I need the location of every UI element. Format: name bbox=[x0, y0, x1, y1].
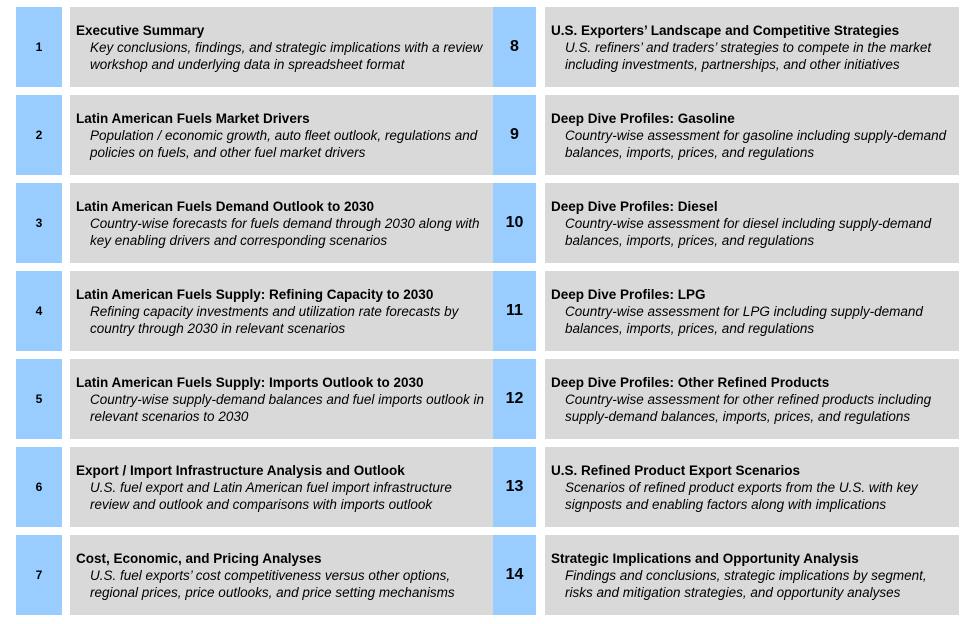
section-description: U.S. refiners’ and traders’ strategies to compete in the market including investments, partnerships, and other initiatives bbox=[565, 40, 932, 72]
section-box bbox=[545, 7, 959, 87]
section-description: Population / economic growth, auto fleet outlook, regulations and policies on fuels, and other fuel market drivers bbox=[90, 128, 478, 160]
section-number: 1 bbox=[16, 7, 62, 87]
section-description: Country-wise forecasts for fuels demand through 2030 along with key enabling drivers and corresponding scenarios bbox=[90, 216, 480, 248]
section-description: Findings and conclusions, strategic implications by segment, risks and mitigation strategies, and opportunity analyses bbox=[565, 568, 927, 600]
section-title: Deep Dive Profiles: Other Refined Products bbox=[551, 375, 830, 390]
section-title: Cost, Economic, and Pricing Analyses bbox=[76, 551, 322, 566]
section-title: Executive Summary bbox=[76, 23, 205, 38]
section-number: 2 bbox=[16, 95, 62, 175]
section-description: Country-wise supply-demand balances and fuel imports outlook in relevant scenarios to 2030 bbox=[90, 392, 484, 424]
section-description: U.S. fuel export and Latin American fuel import infrastructure review and outlook and comparisons with imports outlook bbox=[90, 480, 452, 512]
section-description: Country-wise assessment for LPG including supply-demand balances, imports, prices, and regulations bbox=[565, 304, 923, 336]
section-description: Country-wise assessment for diesel including supply-demand balances, imports, prices, and regulations bbox=[565, 216, 932, 248]
section-box bbox=[545, 271, 959, 351]
section-number: 5 bbox=[16, 359, 62, 439]
section-number: 10 bbox=[493, 183, 536, 263]
section-box bbox=[70, 183, 500, 263]
section-box bbox=[545, 359, 959, 439]
section-title: Latin American Fuels Supply: Refining Capacity to 2030 bbox=[76, 287, 434, 302]
section-box bbox=[70, 7, 500, 87]
section-number: 7 bbox=[16, 535, 62, 615]
section-title: U.S. Refined Product Export Scenarios bbox=[551, 463, 801, 478]
section-description: Refining capacity investments and utilization rate forecasts by country through 2030 in relevant scenarios bbox=[90, 304, 459, 336]
section-title: Latin American Fuels Supply: Imports Outlook to 2030 bbox=[76, 375, 424, 390]
section-description: Key conclusions, findings, and strategic implications with a review workshop and underlying data in spreadsheet format bbox=[90, 40, 483, 72]
section-description: Country-wise assessment for gasoline including supply-demand balances, imports, prices, and regulations bbox=[565, 128, 947, 160]
section-number: 8 bbox=[493, 7, 536, 87]
section-title: U.S. Exporters’ Landscape and Competitive Strategies bbox=[551, 23, 900, 38]
section-box bbox=[70, 359, 500, 439]
section-number: 14 bbox=[493, 535, 536, 615]
section-title: Latin American Fuels Market Drivers bbox=[76, 111, 310, 126]
section-number: 11 bbox=[493, 271, 536, 351]
section-box bbox=[70, 271, 500, 351]
section-title: Deep Dive Profiles: LPG bbox=[551, 287, 706, 302]
section-number: 3 bbox=[16, 183, 62, 263]
section-box bbox=[545, 183, 959, 263]
section-number: 6 bbox=[16, 447, 62, 527]
section-box bbox=[70, 447, 500, 527]
section-title: Deep Dive Profiles: Gasoline bbox=[551, 111, 735, 126]
section-title: Export / Import Infrastructure Analysis and Outlook bbox=[76, 463, 405, 478]
section-box bbox=[545, 535, 959, 615]
section-number: 12 bbox=[493, 359, 536, 439]
section-description: Country-wise assessment for other refined products including supply-demand balances, imports, prices, and regulations bbox=[565, 392, 932, 424]
section-number: 9 bbox=[493, 95, 536, 175]
section-box bbox=[70, 535, 500, 615]
section-description: Scenarios of refined product exports from the U.S. with key signposts and enabling factors along with implications bbox=[565, 480, 918, 512]
section-number: 4 bbox=[16, 271, 62, 351]
section-box bbox=[545, 447, 959, 527]
section-box bbox=[70, 95, 500, 175]
section-number: 13 bbox=[493, 447, 536, 527]
section-title: Deep Dive Profiles: Diesel bbox=[551, 199, 718, 214]
section-title: Strategic Implications and Opportunity Analysis bbox=[551, 551, 859, 566]
section-title: Latin American Fuels Demand Outlook to 2030 bbox=[76, 199, 375, 214]
section-description: U.S. fuel exports’ cost competitiveness versus other options, regional prices, price outlooks, and price setting mechanisms bbox=[90, 568, 455, 600]
section-box bbox=[545, 95, 959, 175]
